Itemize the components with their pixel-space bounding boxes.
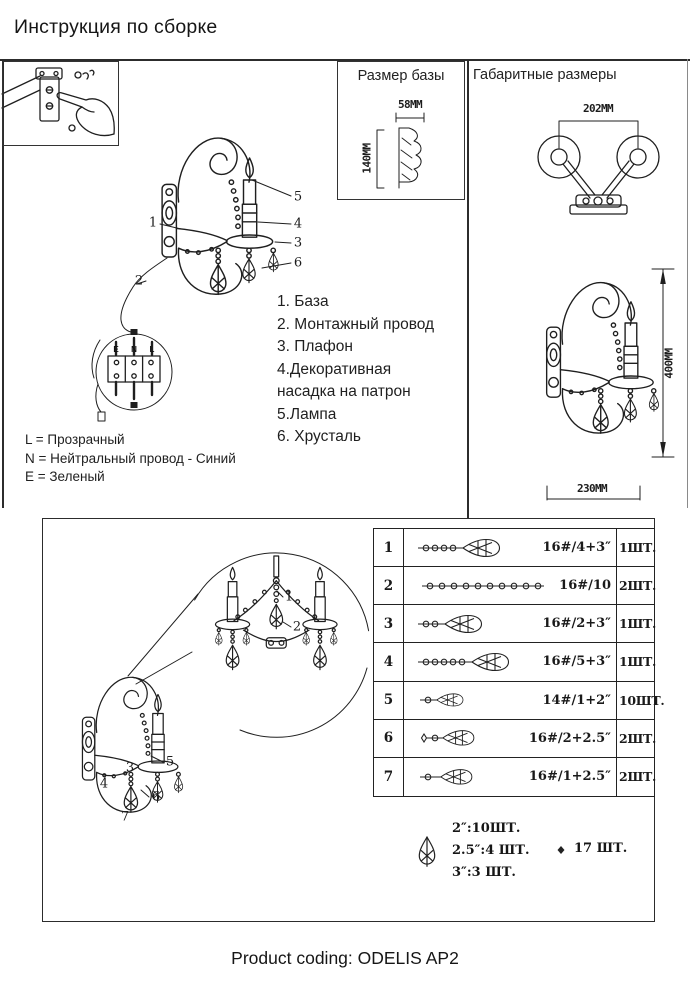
part-qty: 2ШТ.: [617, 567, 654, 605]
parts-list-line: 2. Монтажный провод: [277, 315, 435, 333]
terminal-label-e: E: [113, 345, 119, 354]
assembly-callout-4: 4: [99, 776, 109, 792]
assembly-callout-6: 6: [151, 789, 161, 805]
overall-height-label: 400MM: [662, 348, 676, 379]
parts-list-line: 3. Плафон: [277, 338, 353, 355]
sparkle-bead-crystal-icon: [416, 725, 486, 751]
table-row-number: 1: [374, 529, 404, 567]
terminal-block-art: [96, 329, 172, 410]
wiring-legend-line: L = Прозрачный: [25, 432, 125, 447]
part-size: 16#/4+3″: [542, 540, 611, 556]
bead-crystal-icon: [416, 764, 482, 790]
assembly-callout-3: 3: [125, 760, 135, 776]
assembly-callout-1: 1: [284, 589, 294, 605]
summary-count-3in: 3″:3 ШТ.: [452, 865, 516, 880]
callout-5: 5: [293, 189, 303, 205]
part-qty: 1ШТ.: [617, 605, 654, 643]
wiring-legend: [25, 431, 236, 487]
summary-count-2-5in: 2.5″:4 ШТ.: [452, 843, 530, 858]
summary-crystal-icon: [414, 834, 440, 870]
terminal-label-l: L: [149, 345, 155, 354]
table-row-number: 7: [374, 758, 404, 796]
part-size: 16#/2+2.5″: [528, 730, 611, 746]
parts-list: [277, 291, 434, 449]
chain-crystal-icon: [416, 611, 506, 637]
overall-title: Габаритные размеры: [473, 67, 617, 83]
part-qty: 1ШТ.: [617, 529, 654, 567]
table-row-item: [404, 567, 617, 605]
chain-crystal-icon: [416, 535, 506, 561]
table-row-number: 3: [374, 605, 404, 643]
main-sconce-art: [162, 138, 278, 294]
parts-list-line: 1. База: [277, 293, 329, 310]
part-size: 16#/5+3″: [542, 654, 611, 670]
right-border: [687, 59, 688, 508]
assembly-callout-2: 2: [292, 619, 302, 635]
base-size-title: Размер базы: [357, 68, 445, 84]
parts-list-line: 4.Декоративная: [277, 360, 392, 378]
part-qty: 10ШТ.: [617, 682, 654, 720]
parts-table: [373, 528, 665, 797]
table-row-item: [404, 720, 617, 758]
assembly-callout-5: 5: [165, 754, 175, 770]
mounting-wire-art: [92, 258, 167, 421]
table-row-item: [404, 643, 617, 681]
part-size: 16#/1+2.5″: [528, 769, 611, 785]
summary-bead-icon: [556, 845, 566, 855]
wiring-legend-line: N = Нейтральный провод - Синий: [25, 450, 236, 466]
bead-chain-icon: [416, 573, 548, 599]
part-size: 16#/10: [559, 578, 611, 594]
table-row-item: [404, 682, 617, 720]
summary-count-2in: 2″:10ШТ.: [452, 821, 521, 836]
summary-bead-count: 17 ШТ.: [574, 841, 628, 856]
page-title: Инструкция по сборке: [14, 16, 218, 38]
table-row-number: 5: [374, 682, 404, 720]
table-row-item: [404, 605, 617, 643]
callout-2: 2: [134, 273, 144, 289]
bead-crystal-icon: [416, 687, 476, 713]
product-coding: Product coding: ODELIS AP2: [231, 948, 459, 968]
hand-install-box: [2, 61, 119, 146]
overall-top-width-label: 202MM: [582, 102, 614, 115]
center-divider: [467, 59, 469, 518]
table-row-number: 2: [374, 567, 404, 605]
callout-4: 4: [293, 216, 303, 232]
top-view-art: [538, 121, 659, 214]
overall-sconce-art: [547, 283, 659, 434]
terminal-label-n: N: [131, 345, 137, 354]
table-row-number: 6: [374, 720, 404, 758]
parts-list-line: насадка на патрон: [277, 383, 411, 400]
wiring-legend-line: E = Зеленый: [25, 469, 105, 484]
callout-3: 3: [293, 235, 303, 251]
base-height-label: 140MM: [360, 143, 374, 174]
part-qty: 1ШТ.: [617, 643, 654, 681]
part-qty: 2ШТ.: [619, 769, 657, 785]
overall-bottom-width-label: 230MM: [576, 482, 608, 495]
part-size: 16#/2+3″: [542, 616, 611, 632]
callout-1: 1: [148, 215, 158, 231]
table-row-number: 4: [374, 643, 404, 681]
parts-list-line: 6. Хрусталь: [277, 428, 362, 445]
table-row-item: [404, 758, 617, 796]
part-qty: 2ШТ.: [617, 720, 654, 758]
chain-crystal-icon: [416, 649, 516, 675]
base-width-label: 58MM: [397, 98, 423, 111]
main-callout-leaders: [137, 180, 291, 284]
part-size: 14#/1+2″: [542, 692, 611, 708]
callout-6: 6: [293, 255, 303, 271]
assembly-callout-7: 7: [120, 809, 130, 825]
table-row-item: [404, 529, 617, 567]
parts-list-line: 5.Лампа: [277, 405, 337, 423]
